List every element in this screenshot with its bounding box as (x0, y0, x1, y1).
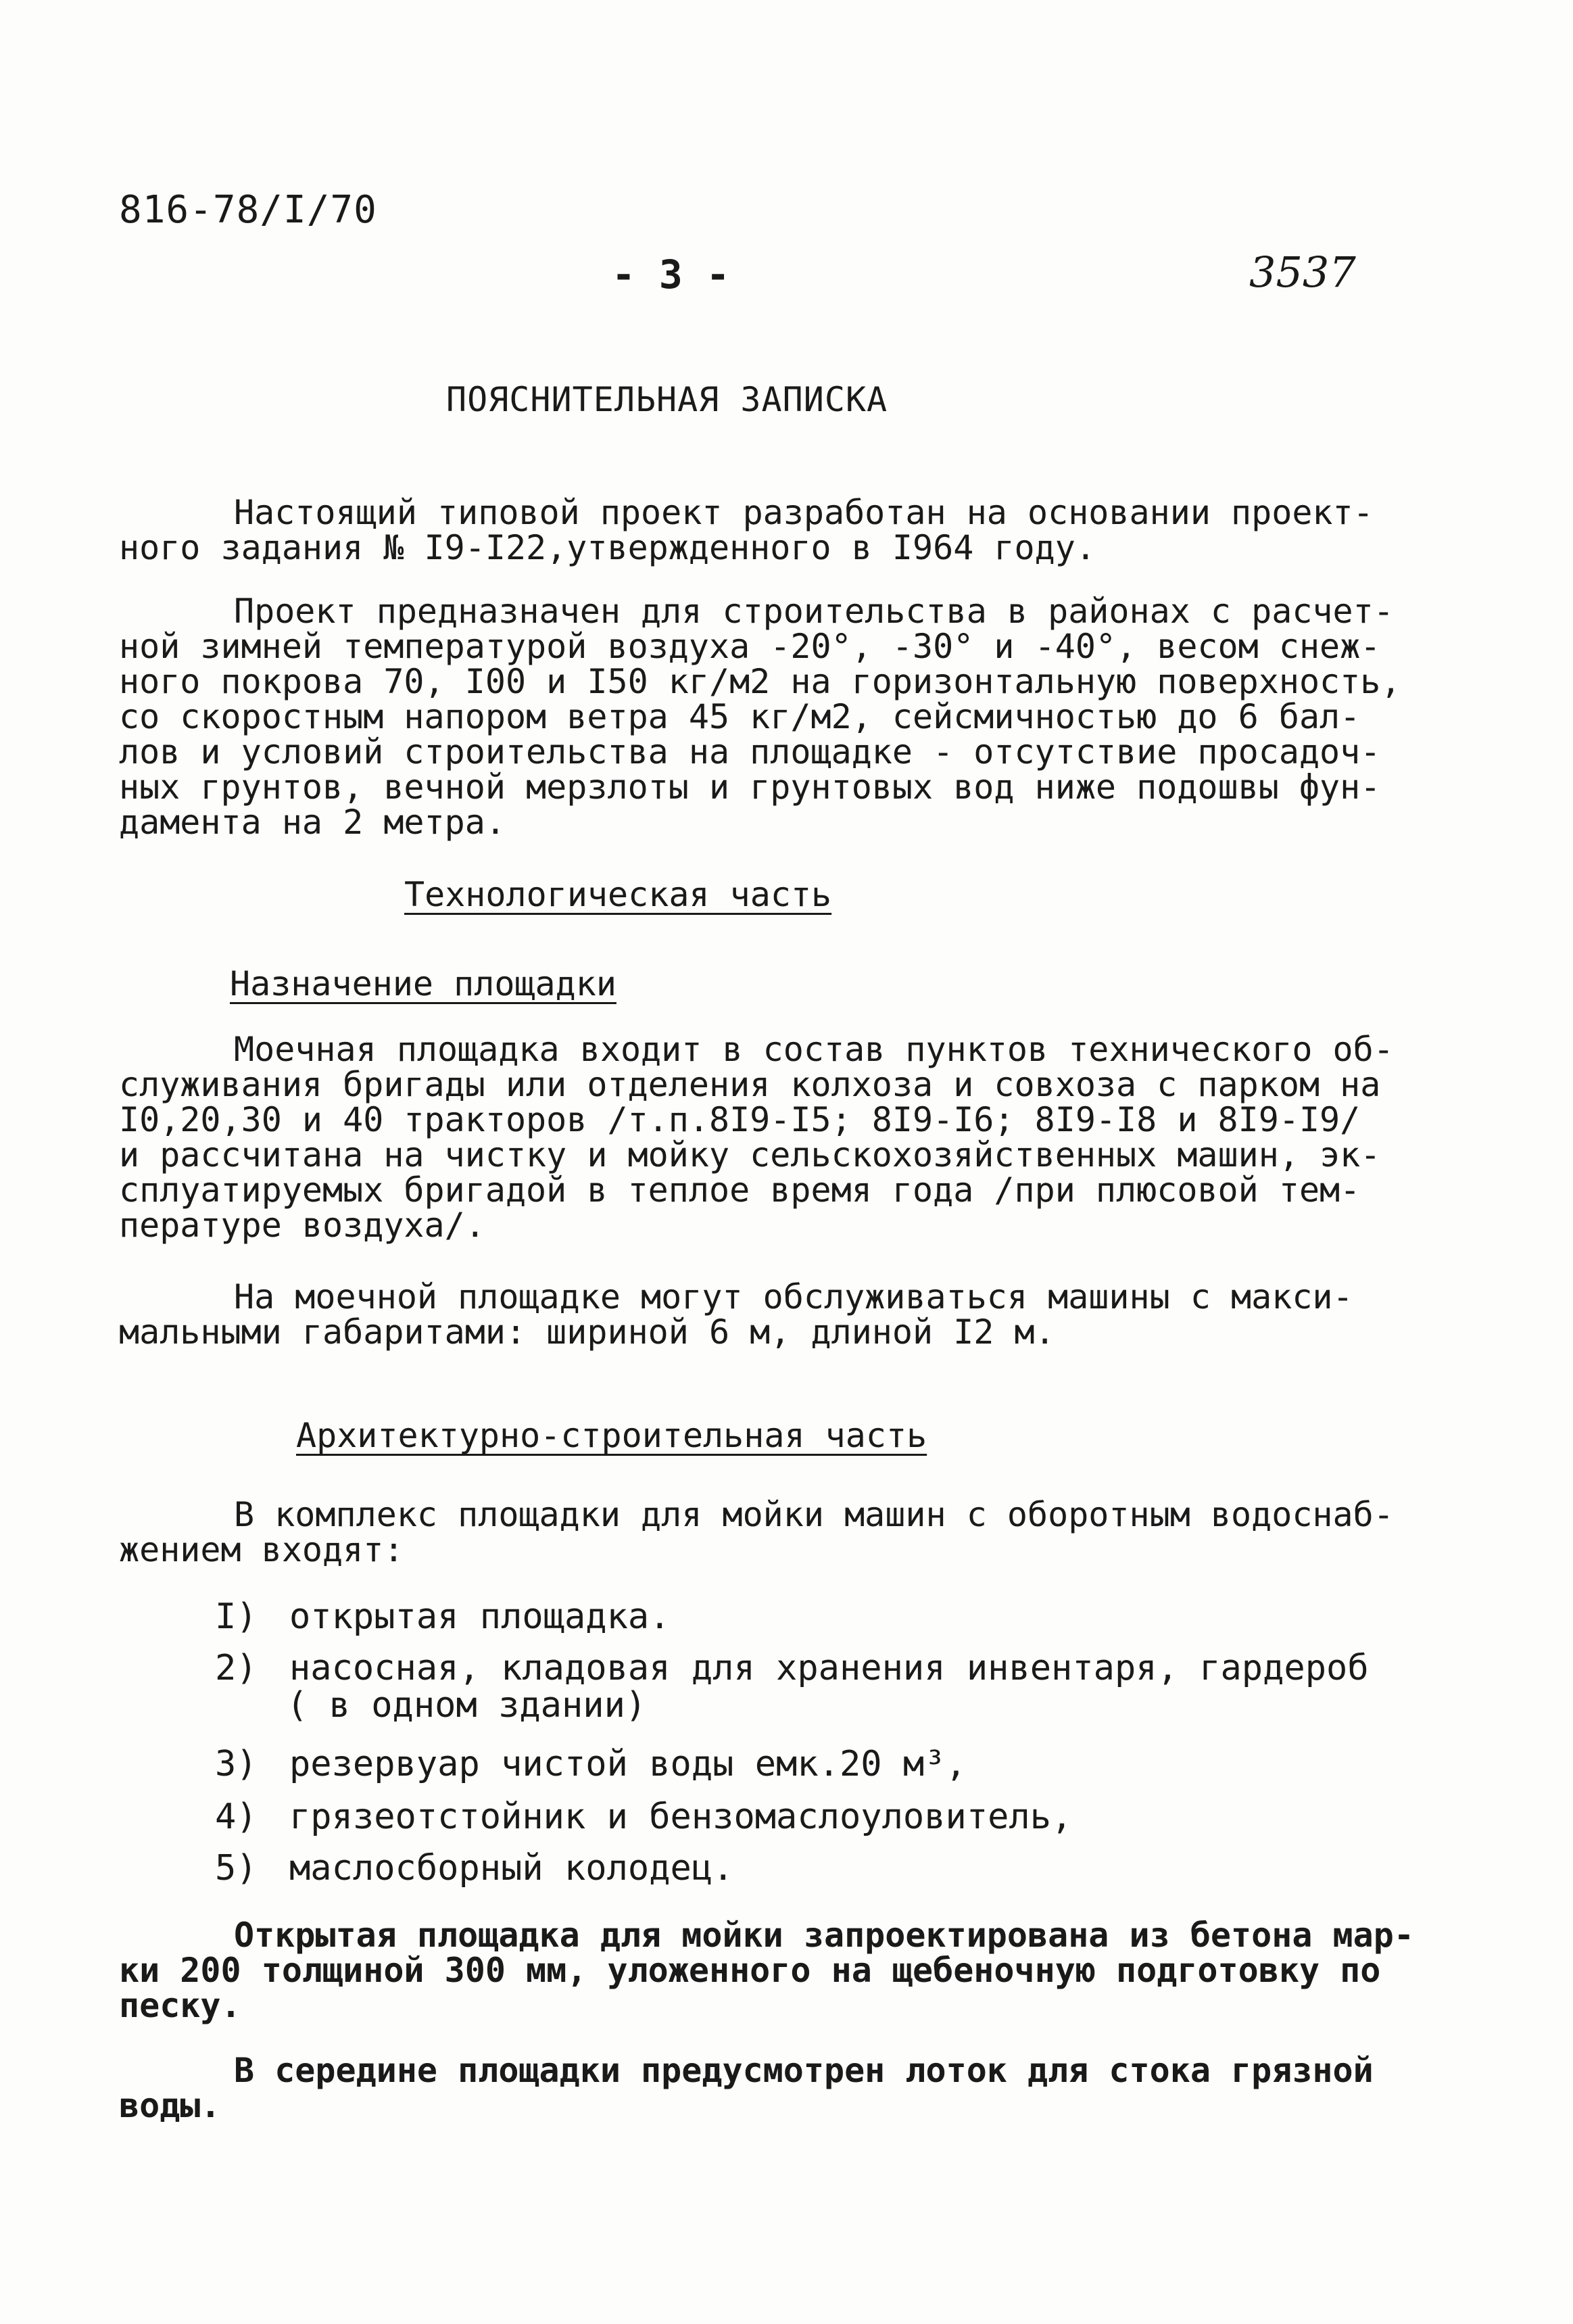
text-line: В середине площадки предусмотрен лоток для стока грязной (234, 2051, 1374, 2090)
list-item (215, 1598, 671, 1635)
section-heading-architecture: Архитектурно-строительная часть (296, 1416, 927, 1455)
text-line: мальными габаритами: шириной 6 м, длиной I2 м. (119, 1312, 1055, 1352)
list-number: I) (215, 1596, 258, 1637)
list-text: открытая площадка. (289, 1596, 671, 1637)
text-line: жением входят: (119, 1530, 404, 1569)
list-number: 4) (215, 1797, 258, 1837)
text-line: Проект предназначен для строительства в районах с расчет- (234, 592, 1394, 631)
text-line: Моечная площадка входит в состав пунктов технического об- (234, 1030, 1394, 1069)
page-number: - 3 - (612, 252, 730, 298)
text-line: лов и условий строительства на площадке - отсутствие просадоч- (119, 732, 1381, 772)
washing-paragraph (119, 1032, 1464, 1243)
text-line: Открытая площадка для мойки запроектирована из бетона мар- (234, 1916, 1414, 1955)
dimensions-paragraph (119, 1279, 1464, 1350)
intro-paragraph (119, 495, 1464, 565)
list-item (215, 1850, 733, 1887)
text-line: На моечной площадке могут обслуживаться машины с макси- (234, 1277, 1353, 1317)
subsection-heading-purpose: Назначение площадки (230, 964, 616, 1003)
list-text: маслосборный колодец. (289, 1848, 734, 1889)
purpose-paragraph (119, 594, 1464, 840)
text-line: песку. (119, 1986, 241, 2025)
text-line: сплуатируемых бригадой в теплое время года /при плюсовой тем- (119, 1170, 1361, 1210)
text-line: Настоящий типовой проект разработан на основании проект- (234, 493, 1374, 532)
list-item (215, 1746, 967, 1782)
document-title: ПОЯСНИТЕЛЬНАЯ ЗАПИСКА (446, 380, 888, 419)
text-line: I0,20,30 и 40 тракторов /т.п.8I9-I5; 8I9-I6; 8I9-I8 и 8I9-I9/ (119, 1100, 1361, 1139)
text-line: со скоростным напором ветра 45 кг/м2, сейсмичностью до 6 бал- (119, 697, 1361, 736)
list-text: насосная, кладовая для хранения инвентаря, гардероб (289, 1648, 1369, 1688)
text-line: и рассчитана на чистку и мойку сельскохозяйственных машин, эк- (119, 1135, 1381, 1175)
list-number: 3) (215, 1744, 258, 1784)
list-item-continuation: ( в одном здании) (287, 1685, 647, 1726)
list-item (215, 1650, 1369, 1686)
list-number: 2) (215, 1648, 258, 1688)
text-line: ки 200 толщиной 300 мм, уложенного на щебеночную подготовку по (119, 1951, 1381, 1990)
text-line: В комплекс площадки для мойки машин с оборотным водоснаб- (234, 1495, 1394, 1534)
text-line: дамента на 2 метра. (119, 803, 506, 842)
list-item (215, 1799, 1072, 1835)
complex-paragraph (119, 1497, 1464, 1567)
text-line: пературе воздуха/. (119, 1206, 485, 1245)
list-number: 5) (215, 1848, 258, 1889)
text-line: ных грунтов, вечной мерзлоты и грунтовых вод ниже подошвы фун- (119, 767, 1381, 807)
archive-number: 3537 (1249, 247, 1356, 297)
text-line: ной зимней температурой воздуха -20°, -30° и -40°, весом снеж- (119, 627, 1381, 666)
text-line: ного покрова 70, I00 и I50 кг/м2 на горизонтальную поверхность, (119, 662, 1401, 701)
text-line: служивания бригады или отделения колхоза и совхоза с парком на (119, 1065, 1381, 1104)
list-text: грязеотстойник и бензомаслоуловитель, (289, 1797, 1073, 1837)
text-line: воды. (119, 2086, 221, 2125)
document-code: 816-78/I/70 (119, 188, 377, 232)
section-heading-technology: Технологическая часть (404, 875, 832, 914)
list-text: резервуар чистой воды емк.20 м³, (289, 1744, 967, 1784)
concrete-paragraph (119, 1918, 1464, 2023)
text-line: ного задания № I9-I22,утвержденного в I964 году. (119, 528, 1096, 567)
tray-paragraph (119, 2053, 1464, 2123)
